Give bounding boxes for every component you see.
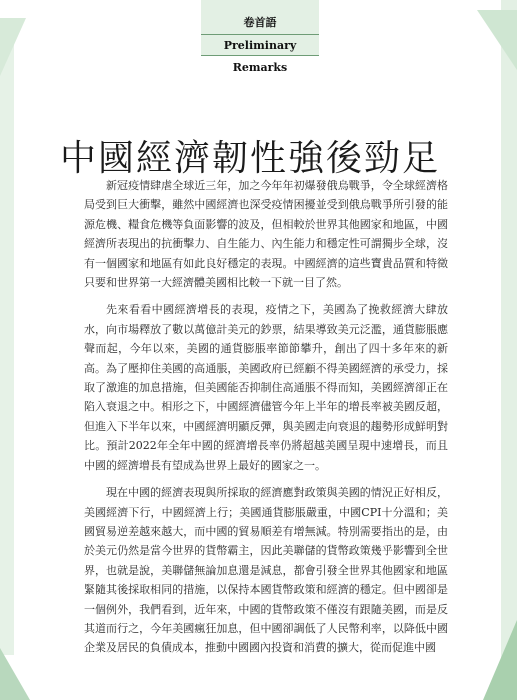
- paragraph: 現在中國的經濟表現與所採取的經濟應對政策與美國的情況正好相反，美國經濟下行，中國經濟上行；美國通貨膨脹嚴重，中國CPI十分溫和；美國貿易逆差越來越大，而中國的貿易順差有增無減。特別需要指出的是，由於美元仍然是當今世界的貨幣霸主，因此美聯儲的貨幣政策幾乎影響到全世界，也就是說，美聯儲無論加息還是減息，都會引發全世界其他國家和地區緊隨其後採取相同的措施，以保持本國貨幣政策和經濟的穩定。但中國卻是一個例外，我們看到，近年來，中國的貨幣政策不僅沒有跟隨美國，而是反其道而行之，今年美國瘋狂加息，但中國卻調低了人民幣利率，以降低中國企業及居民的負債成本，推動中國國內投資和消費的擴大，從而促進中國: [84, 486, 448, 655]
- article-body: [84, 176, 448, 666]
- right-decorative-band: [501, 0, 517, 700]
- left-decorative-band: [0, 40, 14, 655]
- column-subtitle: Preliminary Remarks: [201, 34, 319, 56]
- paragraph: 新冠疫情肆虐全球近三年，加之今年年初爆發俄烏戰爭，令全球經濟格局受到巨大衝擊，雖然中國經濟也深受疫情困擾並受到俄烏戰爭所引發的能源危機、糧食危機等負面影響的波及，但相較於世界其他國家和地區，中國經濟所表現出的抗衝擊力、自生能力、內生能力和穩定性可謂獨步全球，沒有一個國家和地區有如此良好穩定的表現。中國經濟的這些寶貴品質和特徵只要和世界第一大經濟體美國相比較一下就一目了然。: [84, 179, 448, 290]
- column-tag: 卷首語: [243, 16, 277, 29]
- article-title: 中國經濟韌性強後勁足: [60, 138, 441, 180]
- top-right-decorative-wedge: [477, 10, 517, 70]
- bottom-left-decorative-wedge: [0, 648, 30, 700]
- paragraph: 先來看看中國經濟增長的表現，疫情之下，美國為了挽救經濟大肆放水，向市場釋放了數以萬億計美元的鈔票，結果導致美元泛濫，通貨膨脹應聲而起，今年以來，美國的通貨膨脹率節節攀升，創出了四十多年來的新高。為了壓抑住美國的高通脹，美國政府已經顧不得美國經濟的承受力，採取了激進的加息措施，但美國能否抑制住高通脹不得而知，美國經濟卻正在陷入衰退之中。相形之下，中國經濟儘管今年上半年的增長率被美國反超，但進入下半年以來，中國經濟明顯反彈，與美國走向衰退的趨勢形成鮮明對比。預計2022年全年中國的經濟增長率仍將超越美國呈現中速增長，而且中國的經濟增長有望成為世界上最好的國家之一。: [84, 303, 448, 472]
